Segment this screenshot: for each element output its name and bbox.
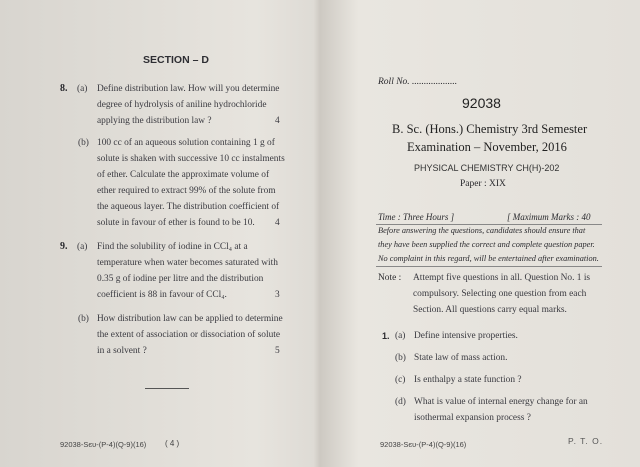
left-page bbox=[0, 0, 318, 467]
q8a-line-2: degree of hydrolysis of aniline hydrochloride bbox=[97, 100, 267, 110]
max-marks-label: [ Maximum Marks : 40 bbox=[507, 212, 591, 222]
q8b-line-6: solute in favour of ether is found to be 10. bbox=[97, 218, 255, 228]
end-rule bbox=[145, 388, 189, 389]
q8b-line-4: ether required to extract 99% of the solute from bbox=[97, 186, 276, 196]
section-heading: SECTION – D bbox=[143, 54, 209, 66]
question-1-number: 1. bbox=[382, 331, 390, 341]
q1a-label: (a) bbox=[395, 331, 406, 341]
q8b-line-5: the aqueous layer. The distribution coefficient of bbox=[97, 202, 280, 212]
q9b-line-2: the extent of association or dissociation of solute bbox=[97, 330, 281, 340]
q8a-line-1: Define distribution law. How will you determine bbox=[97, 84, 280, 94]
note-line-2: compulsory. Selecting one question from each bbox=[413, 289, 587, 299]
note-line-3: Section. All questions carry equal marks. bbox=[413, 305, 567, 315]
q1c-label: (c) bbox=[395, 375, 406, 385]
q9a-line-1: Find the solubility of iodine in CCl₄ at a bbox=[97, 242, 248, 252]
q9a-line-4: coefficient is 88 in favour of CCl₄. bbox=[97, 290, 227, 300]
q8b-line-1: 100 cc of an aqueous solution containing 1 g of bbox=[97, 138, 275, 148]
header-rule bbox=[376, 224, 602, 225]
q9a-marks: 3 bbox=[275, 290, 280, 300]
q9b-marks: 5 bbox=[275, 346, 280, 356]
q1c-text: Is enthalpy a state function ? bbox=[414, 375, 522, 385]
question-8-number: 8. bbox=[60, 83, 68, 94]
q1b-label: (b) bbox=[395, 353, 406, 363]
question-9-number: 9. bbox=[60, 241, 68, 252]
q8a-marks: 4 bbox=[275, 116, 280, 126]
q9a-line-3: 0.35 g of iodine per litre and the distribution bbox=[97, 274, 264, 284]
course-title: B. Sc. (Hons.) Chemistry 3rd Semester bbox=[392, 122, 588, 136]
question-9b-label: (b) bbox=[78, 314, 89, 324]
time-label: Time : Three Hours ] bbox=[378, 212, 455, 222]
q8b-marks: 4 bbox=[275, 218, 280, 228]
q1d-label: (d) bbox=[395, 397, 406, 407]
instruction-line-2: they have been supplied the correct and complete question paper. bbox=[378, 240, 595, 249]
instructions-rule bbox=[376, 266, 602, 267]
left-page-number: ( 4 ) bbox=[165, 439, 180, 448]
q9b-line-1: How distribution law can be applied to determine bbox=[97, 314, 283, 324]
q8a-line-3: applying the distribution law ? bbox=[97, 116, 212, 126]
note-line-1: Attempt five questions in all. Question No. 1 is bbox=[413, 273, 591, 283]
instruction-line-3: No complaint in this regard, will be entertained after examination. bbox=[378, 254, 599, 263]
paper-number: Paper : XIX bbox=[460, 179, 506, 189]
right-page bbox=[322, 0, 640, 467]
q1d-text: What is value of internal energy change for an bbox=[414, 397, 588, 407]
q8b-line-2: solute is shaken with successive 10 cc instalments bbox=[97, 154, 285, 164]
question-8a-label: (a) bbox=[77, 84, 88, 94]
roll-no: Roll No. ................... bbox=[378, 77, 458, 87]
q1b-text: State law of mass action. bbox=[414, 353, 508, 363]
left-footer-code: 92038-Ѕєυ-(P-4)(Q-9)(16) bbox=[60, 440, 147, 449]
question-9a-label: (a) bbox=[77, 242, 88, 252]
paper-code: 92038 bbox=[462, 95, 501, 111]
q9b-line-3: in a solvent ? bbox=[97, 346, 147, 356]
exam-title: Examination – November, 2016 bbox=[407, 140, 567, 154]
q1d-text-cont: isothermal expansion process ? bbox=[414, 413, 531, 423]
pto-label: P. T. O. bbox=[568, 436, 604, 446]
instruction-line-1: Before answering the questions, candidates should ensure that bbox=[378, 226, 586, 235]
q9a-line-2: temperature when water becomes saturated with bbox=[97, 258, 278, 268]
question-8b-label: (b) bbox=[78, 138, 89, 148]
q8b-line-3: of ether. Calculate the approximate volume of bbox=[97, 170, 270, 180]
q1a-text: Define intensive properties. bbox=[414, 331, 518, 341]
right-footer-code: 92038-Ѕєυ-(P-4)(Q-9)(16) bbox=[380, 440, 467, 449]
note-label: Note : bbox=[378, 273, 402, 283]
subject-title: PHYSICAL CHEMISTRY CH(H)-202 bbox=[414, 163, 560, 173]
